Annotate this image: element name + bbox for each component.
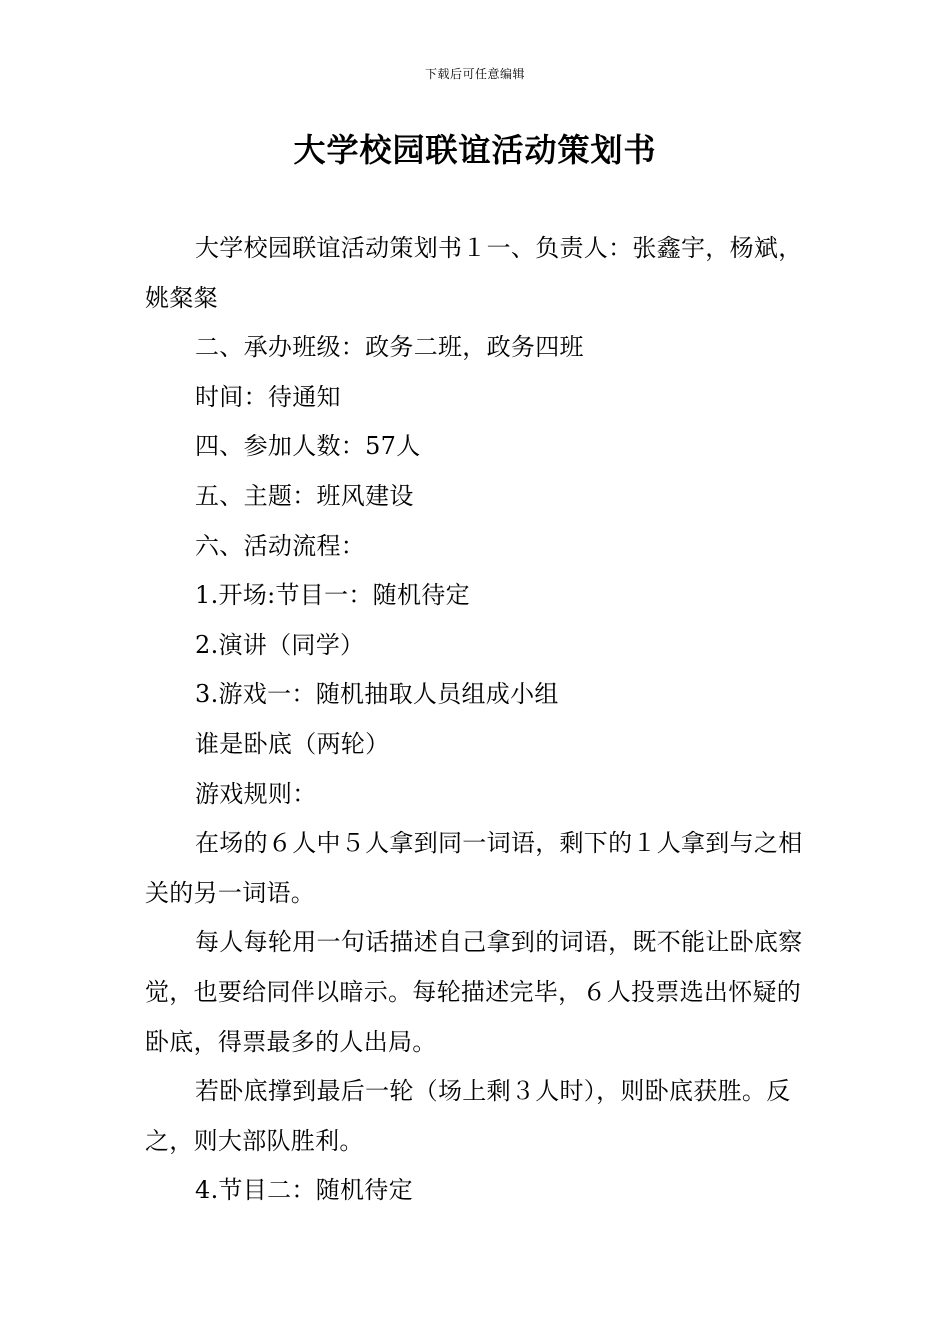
paragraph-responsible: 大学校园联谊活动策划书１一、负责人：张鑫宇，杨斌，姚粲粲: [145, 234, 803, 312]
paragraph-theme: 五、主题：班风建设: [195, 481, 414, 510]
paragraph-participants: 四、参加人数：57人: [195, 432, 421, 461]
paragraph-time: 时间：待通知: [195, 382, 341, 411]
paragraph-game-name: 谁是卧底（两轮）: [195, 729, 390, 758]
paragraph-rules-heading: 游戏规则：: [195, 779, 317, 808]
paragraph-rule-3: 若卧底撑到最后一轮（场上剩３人时），则卧底获胜。反之，则大部队胜利。: [145, 1077, 791, 1155]
paragraph-item-1: 1.开场:节目一：随机待定: [195, 581, 470, 610]
paragraph-item-2: 2.演讲（同学）: [195, 630, 365, 659]
paragraph-rule-1: 在场的６人中５人拿到同一词语，剩下的１人拿到与之相关的另一词语。: [145, 829, 803, 907]
document-body: [145, 224, 810, 1216]
paragraph-process-heading: 六、活动流程：: [195, 531, 366, 560]
header-note: 下载后可任意编辑: [424, 67, 525, 81]
paragraph-item-3: 3.游戏一：随机抽取人员组成小组: [195, 680, 559, 709]
paragraph-host-class: 二、承办班级：政务二班，政务四班: [195, 333, 584, 362]
document-title: 大学校园联谊活动策划书: [293, 131, 657, 169]
paragraph-rule-2: 每人每轮用一句话描述自己拿到的词语，既不能让卧底察觉，也要给同伴以暗示。每轮描述完毕，６人投票选出怀疑的卧底，得票最多的人出局。: [145, 928, 803, 1056]
paragraph-item-4: 4.节目二：随机待定: [195, 1176, 413, 1205]
